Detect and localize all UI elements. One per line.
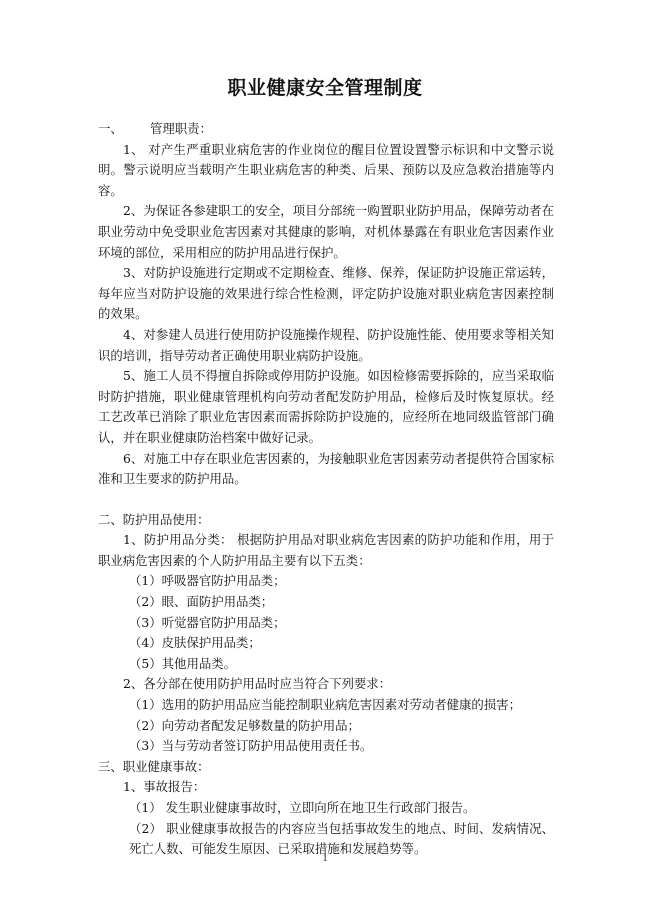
section-1-item-6: 6、对施工中存在职业危害因素的，为接触职业危害因素劳动者提供符合国家标准和卫生要求的防护用品。: [98, 450, 554, 487]
section-3-item-1: 1、事故报告：: [123, 779, 206, 795]
section-3-heading: 三、职业健康事故：: [98, 758, 210, 774]
section-2-item-2: 2、各分部在使用防护用品时应当符合下列要求：: [123, 676, 392, 692]
section-1-item-1: 1、 对产生严重职业病危害的作业岗位的醒目位置设置警示标识和中文警示说明。警示说明应当载明产生职业病危害的种类、后果、预防以及应急救治措施等内容。: [98, 141, 554, 198]
category-item: （5）其他用品类。: [129, 655, 237, 671]
section-2-item-1: 1、防护用品分类： 根据防护用品对职业病危害因素的防护功能和作用，用于职业病危害因素的个人防护用品主要有以下五类：: [98, 532, 554, 568]
section-1-item-2: 2、为保证各参建职工的安全，项目分部统一购置职业防护用品，保障劳动者在职业劳动中免受职业危害因素对其健康的影响，对机体暴露在有职业危害因素作业环境的部位，采用相应的防护用品进行保护。: [98, 203, 554, 260]
section-1-item-3: 3、对防护设施进行定期或不定期检查、维修、保养，保证防护设施正常运转，每年应当对防护设施的效果进行综合性检测，评定防护设施对职业病危害因素控制的效果。: [98, 265, 554, 322]
section-1-heading: [98, 119, 554, 140]
category-item: （4）皮肤保护用品类；: [129, 635, 261, 651]
requirement-item: （2）向劳动者配发足够数量的防护用品；: [129, 717, 360, 733]
requirement-item: （1）选用的防护用品应当能控制职业病危害因素对劳动者健康的损害；: [129, 697, 521, 713]
section-2-heading: 二、防护用品使用：: [98, 511, 210, 527]
section-1-item-4: 4、对参建人员进行使用防护设施操作规程、防护设施性能、使用要求等相关知识的培训，指导劳动者正确使用职业病防护设施。: [98, 326, 554, 363]
section-1-item-5: 5、施工人员不得擅自拆除或停用防护设施。如因检修需要拆除的，应当采取临时防护措施，职业健康管理机构向劳动者配发防护用品，检修后及时恢复原状。经工艺改革已消除了职业危害因素而需拆除防护设施的，应经所在地同级监管部门确认，并在职业健康防治档案中做好记录。: [98, 368, 554, 445]
requirement-item: （3）当与劳动者签订防护用品使用责任书。: [129, 738, 373, 754]
report-item: （1） 发生职业健康事故时，立即向所在地卫生行政部门报告。: [129, 800, 476, 815]
report-item: （2） 职业健康事故报告的内容应当包括事故发生的地点、时间、发病情况、死亡人数、可能发生原因、已采取措施和发展趋势等。: [129, 820, 554, 857]
category-item: （3）听觉器官防护用品类；: [129, 614, 286, 630]
category-item: （2）眼、面防护用品类；: [129, 594, 274, 610]
document-title: 职业健康安全管理制度: [227, 77, 423, 99]
category-item: （1）呼吸器官防护用品类；: [129, 573, 286, 589]
page-number: 1: [322, 853, 328, 864]
section-1-heading-text: 管理职责：: [150, 121, 212, 136]
section-1-number: 一、: [98, 121, 123, 136]
section-gap: [98, 490, 554, 510]
document-body: [98, 119, 554, 860]
